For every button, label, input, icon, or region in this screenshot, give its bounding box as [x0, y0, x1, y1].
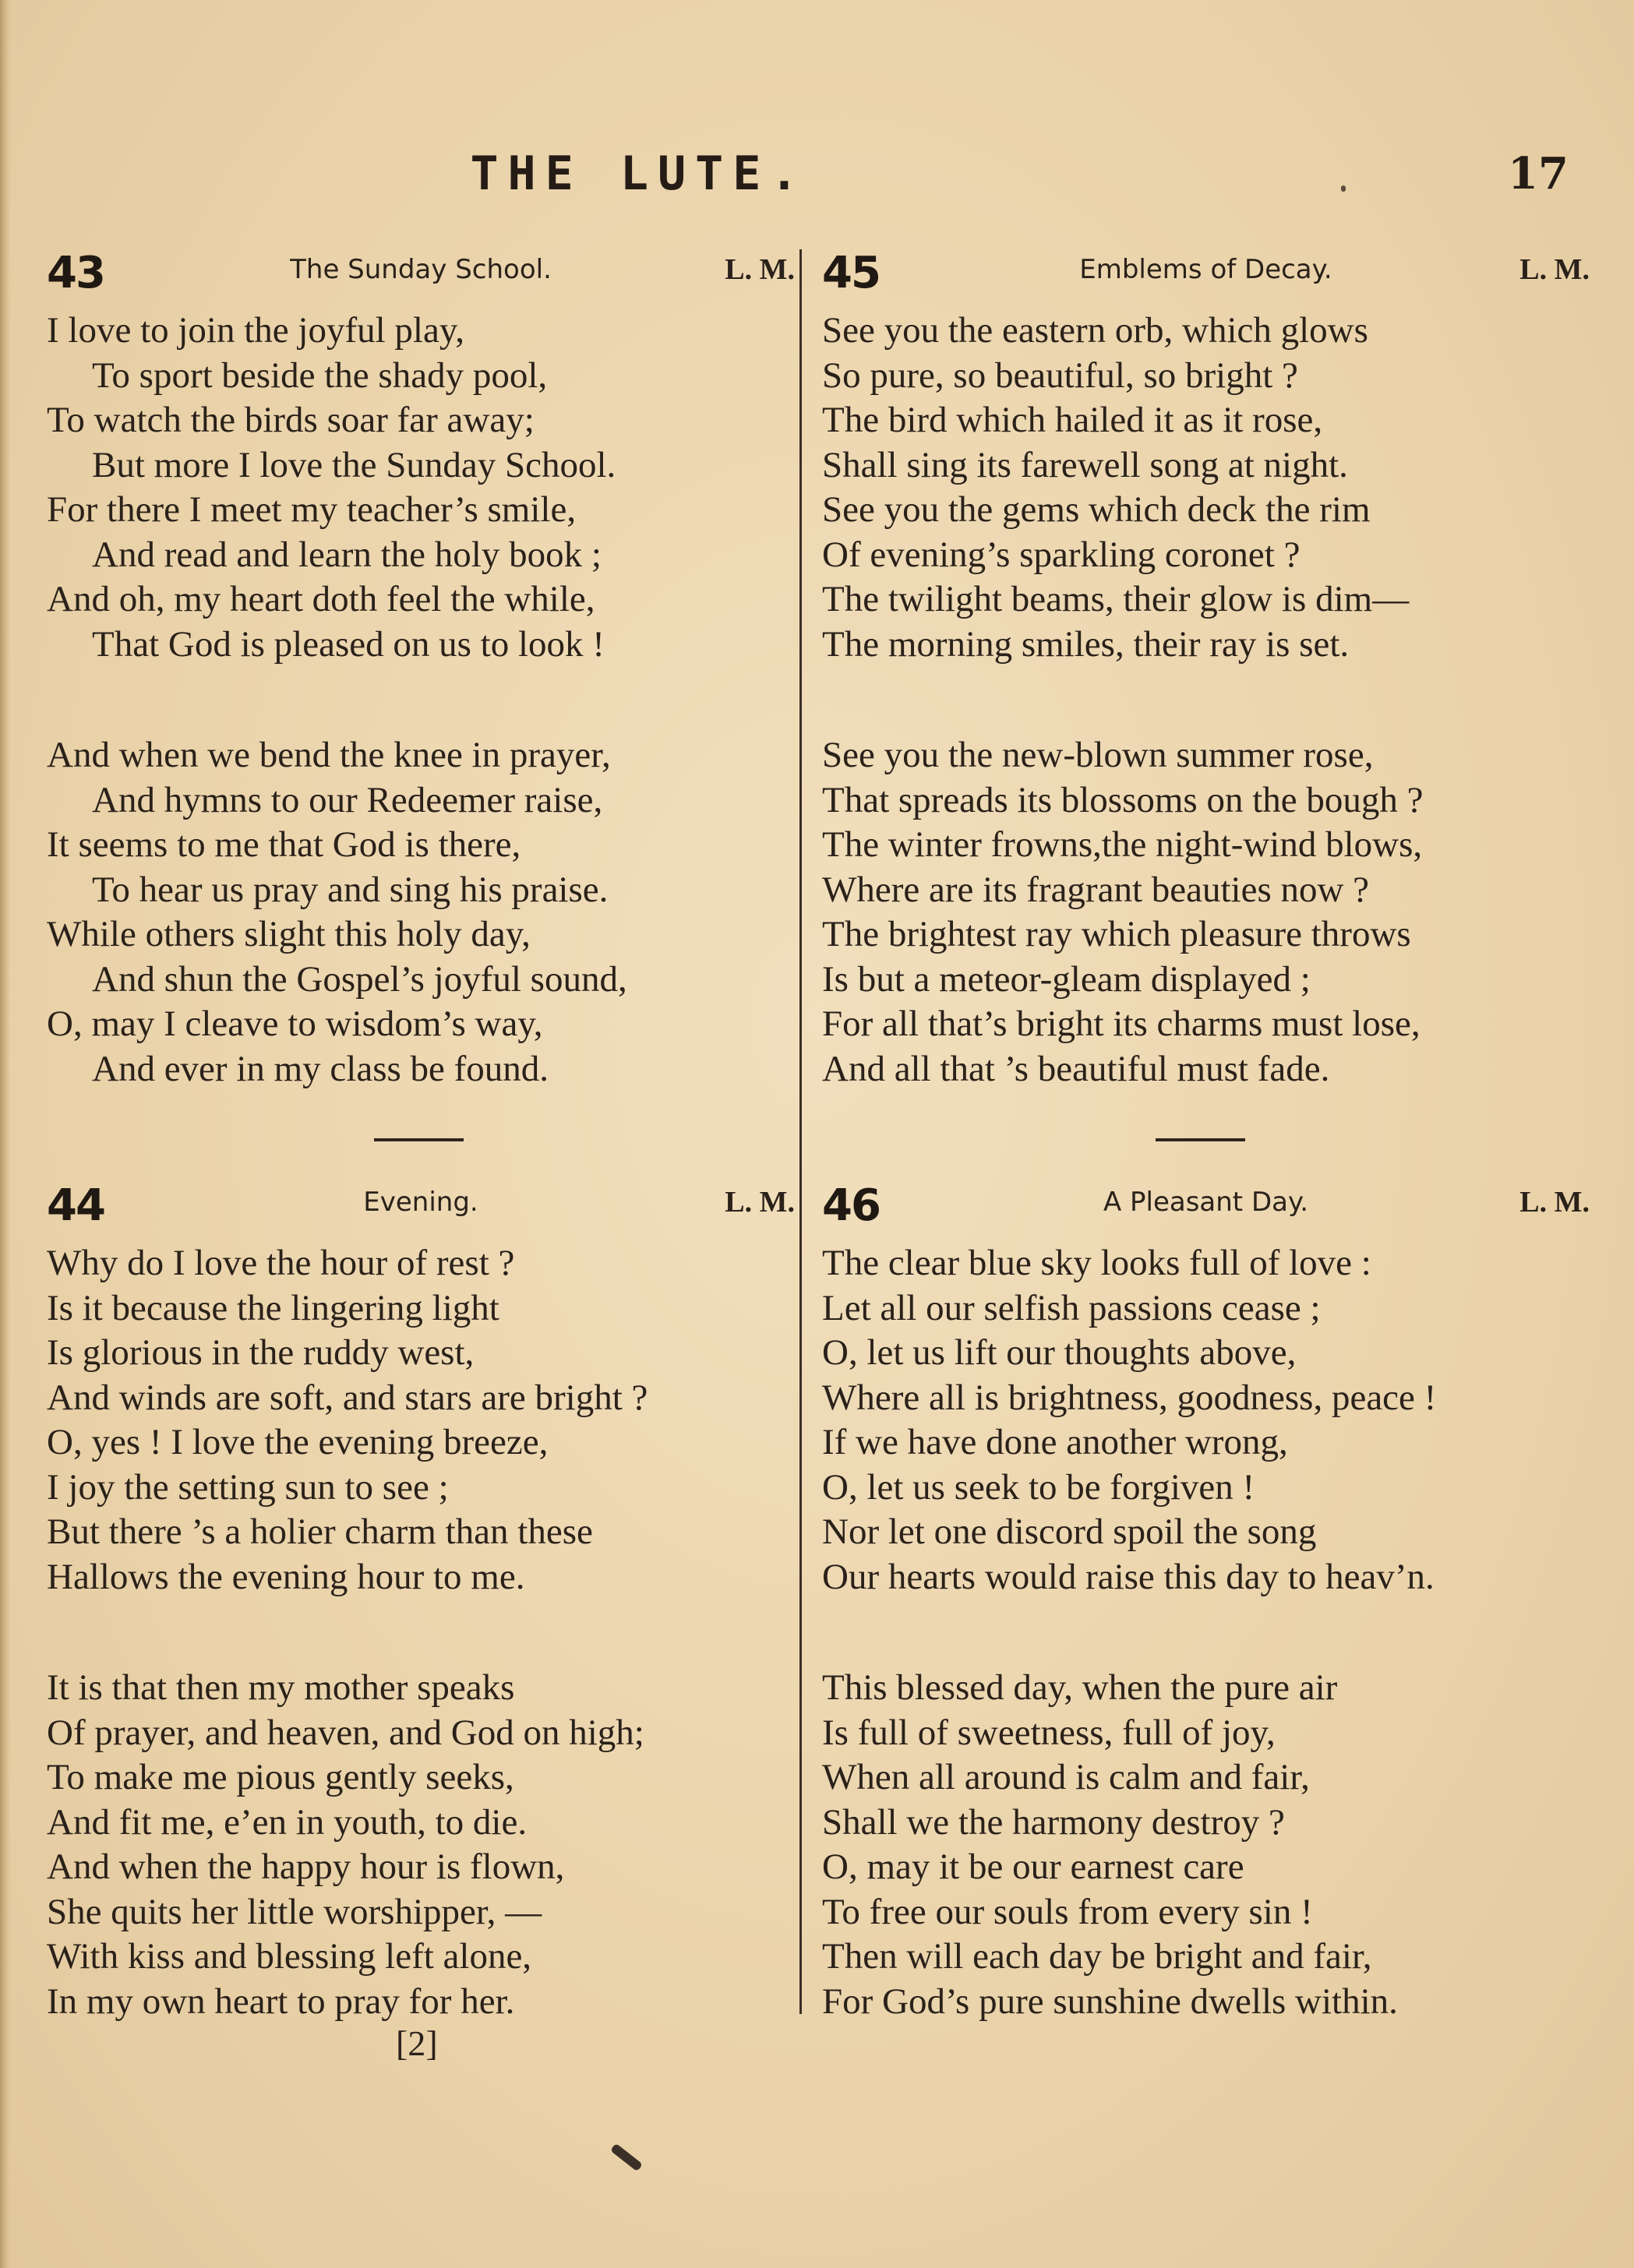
verse-line: Is full of sweetness, full of joy,: [822, 1712, 1276, 1753]
verse-line: Where are its fragrant beauties now ?: [822, 869, 1370, 910]
verse-line: To free our souls from every sin !: [822, 1891, 1313, 1932]
verse-line: See you the new-blown summer rose,: [822, 735, 1374, 775]
verse-line: It seems to me that God is there,: [47, 824, 521, 865]
verse-line: And when we bend the knee in prayer,: [47, 735, 611, 775]
verse-line: For all that’s bright its charms must lose,: [822, 1003, 1420, 1044]
hymn-meter: L. M.: [725, 1186, 795, 1219]
stanza: [47, 1666, 795, 2024]
verse-line: I joy the setting sun to see ;: [47, 1466, 449, 1508]
verse-line: The clear blue sky looks full of love :: [822, 1243, 1371, 1283]
hymn-title: The Sunday School.: [290, 254, 552, 285]
stanza: [47, 1241, 795, 1600]
hymn-title: Evening.: [363, 1187, 478, 1218]
hymn-header: [822, 248, 1590, 309]
verse-line: It is that then my mother speaks: [47, 1667, 515, 1708]
verse-line: The twilight beams, their glow is dim—: [822, 579, 1410, 619]
stanza: [47, 309, 795, 667]
verse-line: So pure, so beautiful, so bright ?: [822, 354, 1298, 396]
verse-line: See you the eastern orb, which glows: [822, 310, 1368, 351]
verse-line: But more I love the Sunday School.: [92, 444, 616, 485]
stanza: [822, 1241, 1590, 1600]
verse-line: See you the gems which deck the rim: [822, 489, 1371, 530]
verse-line: And read and learn the holy book ;: [92, 534, 602, 575]
page-number: 17: [1508, 148, 1569, 199]
verse-line: And oh, my heart doth feel the while,: [47, 579, 595, 619]
verse-line: Hallows the evening hour to me.: [47, 1556, 525, 1597]
hymn-number: 45: [822, 248, 880, 298]
hymn-number: 44: [47, 1180, 104, 1231]
hymn-meter: L. M.: [1519, 1186, 1590, 1219]
stanza: [822, 733, 1590, 1092]
verse-line: Our hearts would raise this day to heav’n.: [822, 1556, 1435, 1597]
verse-line: And all that ’s beautiful must fade.: [822, 1048, 1330, 1089]
verse-line: That God is pleased on us to look !: [92, 623, 605, 665]
verse-line: And ever in my class be found.: [92, 1048, 549, 1089]
verse-line: Shall we the harmony destroy ?: [822, 1801, 1285, 1843]
verse-line: Nor let one discord spoil the song: [822, 1511, 1317, 1552]
stanza-gap: [822, 1600, 1590, 1666]
verse-line: But there ’s a holier charm than these: [47, 1511, 593, 1552]
ink-speck: [1341, 185, 1346, 192]
verse-line: And shun the Gospel’s joyful sound,: [92, 958, 627, 1000]
verse-line: Of evening’s sparkling coronet ?: [822, 534, 1300, 575]
verse-line: In my own heart to pray for her.: [47, 1981, 515, 2022]
stanza: [47, 733, 795, 1092]
verse-line: That spreads its blossoms on the bough ?: [822, 779, 1424, 820]
verse-line: And hymns to our Redeemer raise,: [92, 779, 603, 820]
verse-line: When all around is calm and fair,: [822, 1757, 1310, 1797]
verse-line: O, let us seek to be forgiven !: [822, 1466, 1255, 1508]
verse-line: If we have done another wrong,: [822, 1422, 1288, 1462]
verse-line: Is but a meteor-gleam displayed ;: [822, 958, 1311, 1000]
running-title: THE LUTE.: [470, 146, 808, 201]
stanza-gap: [822, 667, 1590, 733]
verse-line: Then will each day be bright and fair,: [822, 1936, 1372, 1977]
verse-line: The winter frowns,the night-wind blows,: [822, 824, 1423, 865]
stanza-gap: [47, 1600, 795, 1666]
verse-line: To watch the birds soar far away;: [47, 400, 535, 440]
verse-line: This blessed day, when the pure air: [822, 1667, 1338, 1708]
hymn-46: [822, 1180, 1590, 2024]
signature-mark: [2]: [396, 2023, 438, 2063]
verse-line: The morning smiles, their ray is set.: [822, 623, 1350, 665]
verse-line: Is it because the lingering light: [47, 1287, 499, 1328]
hymn-title: A Pleasant Day.: [1103, 1187, 1309, 1218]
verse-line: To hear us pray and sing his praise.: [92, 869, 609, 910]
left-column: [47, 248, 795, 2024]
hymn-45: [822, 248, 1590, 1092]
verse-line: Where all is brightness, goodness, peace !: [822, 1377, 1437, 1418]
page-edge-shadow: [0, 0, 11, 2268]
verse-line: Shall sing its farewell song at night.: [822, 444, 1348, 485]
verse-line: O, let us lift our thoughts above,: [822, 1332, 1297, 1373]
verse-line: While others slight this holy day,: [47, 914, 531, 954]
verse-line: O, may I cleave to wisdom’s way,: [47, 1003, 543, 1044]
hymn-header: [47, 248, 795, 309]
verse-line: Is glorious in the ruddy west,: [47, 1332, 475, 1373]
hymn-header: [822, 1180, 1590, 1241]
hymn-number: 46: [822, 1180, 880, 1231]
verse-line: And fit me, e’en in youth, to die.: [47, 1801, 528, 1843]
verse-line: The brightest ray which pleasure throws: [822, 914, 1411, 954]
verse-line: O, yes ! I love the evening breeze,: [47, 1422, 549, 1462]
hymn-title: Emblems of Decay.: [1079, 254, 1332, 285]
verse-line: For there I meet my teacher’s smile,: [47, 489, 577, 530]
verse-line: To make me pious gently seeks,: [47, 1757, 514, 1797]
column-divider: [799, 249, 802, 2014]
verse-line: With kiss and blessing left alone,: [47, 1936, 532, 1977]
verse-line: For God’s pure sunshine dwells within.: [822, 1981, 1398, 2022]
hymn-header: [47, 1180, 795, 1241]
verse-line: And winds are soft, and stars are bright ?: [47, 1377, 648, 1418]
verse-line: I love to join the joyful play,: [47, 310, 465, 351]
verse-line: To sport beside the shady pool,: [92, 354, 548, 396]
verse-line: Let all our selfish passions cease ;: [822, 1287, 1321, 1328]
hymn-meter: L. M.: [725, 253, 795, 286]
stanza: [822, 1666, 1590, 2024]
ink-blot: [610, 2143, 643, 2172]
verse-line: And when the happy hour is flown,: [47, 1846, 565, 1887]
verse-line: She quits her little worshipper, —: [47, 1891, 542, 1932]
hymn-meter: L. M.: [1519, 253, 1590, 286]
verse-line: The bird which hailed it as it rose,: [822, 400, 1323, 440]
verse-line: Of prayer, and heaven, and God on high;: [47, 1712, 644, 1753]
verse-line: Why do I love the hour of rest ?: [47, 1243, 515, 1283]
hymn-number: 43: [47, 248, 104, 298]
right-column: [822, 248, 1590, 2024]
hymn-divider: [1156, 1138, 1245, 1141]
hymn-divider: [374, 1138, 464, 1141]
stanza: [822, 309, 1590, 667]
hymn-44: [47, 1180, 795, 2024]
stanza-gap: [47, 667, 795, 733]
verse-line: O, may it be our earnest care: [822, 1846, 1244, 1887]
hymn-43: [47, 248, 795, 1092]
